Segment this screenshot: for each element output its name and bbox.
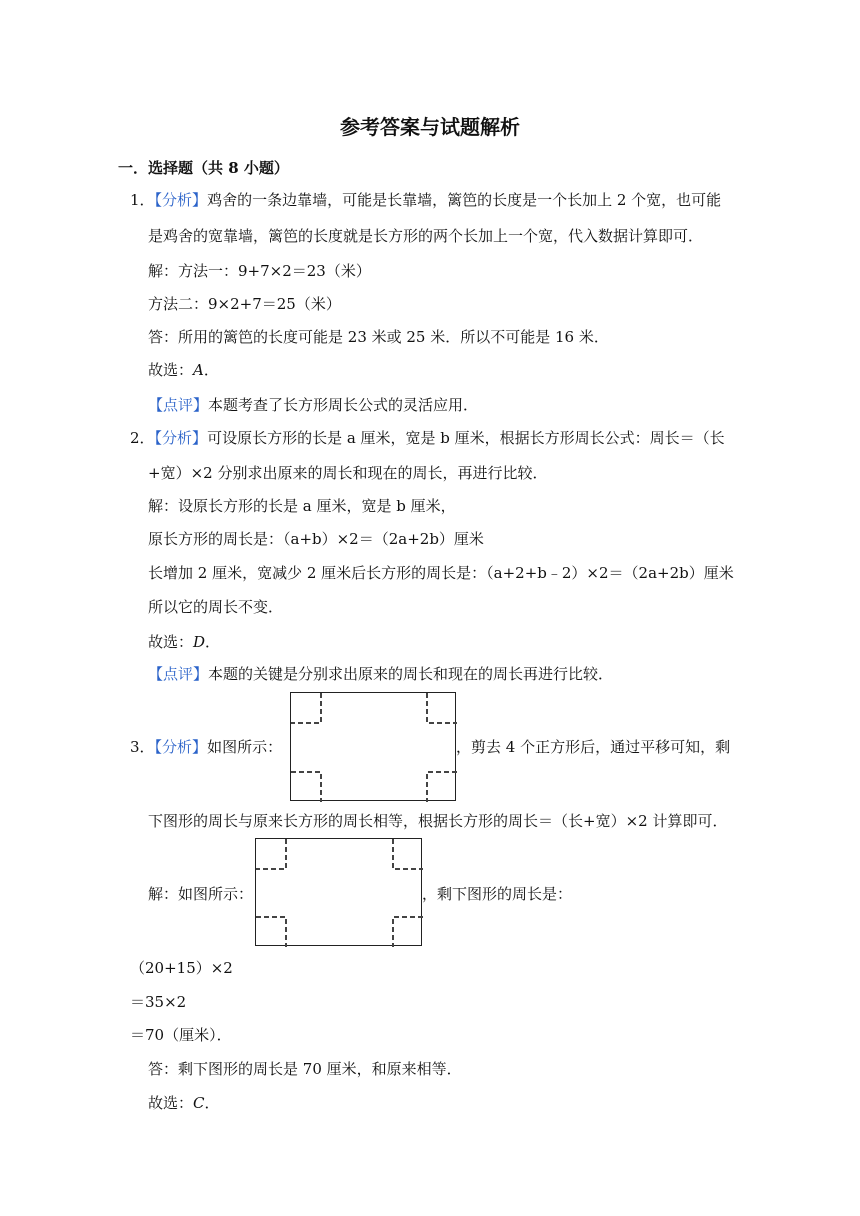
comment-text: 本题考查了长方形周长公式的灵活应用． [208, 396, 479, 414]
solution-line: 所以它的周长不变． [148, 598, 284, 616]
rectangle-cut-corners-figure [290, 692, 456, 801]
rectangle-cut-corners-figure [255, 838, 422, 946]
choice-prefix: 故选： [148, 361, 194, 379]
choice-letter: A [193, 361, 204, 379]
solution-line: 原长方形的周长是：（a+b）×2＝（2a+2b）厘米 [148, 530, 484, 548]
question-number: 2． [130, 429, 155, 447]
comment-text: 本题的关键是分别求出原来的周长和现在的周长再进行比较． [208, 665, 614, 683]
choice-line [148, 360, 219, 380]
section-heading: 一．选择题（共 8 小题） [118, 159, 289, 177]
choice-suffix: ． [204, 1094, 220, 1112]
solution-line: 解：方法一：9+7×2＝23（米） [148, 262, 371, 280]
choice-suffix: ． [205, 633, 221, 651]
comment-line [148, 664, 613, 684]
comment-line [148, 395, 478, 415]
solution-line: 方法二：9×2+7＝25（米） [148, 295, 341, 313]
analysis-text: +宽）×2 分别求出原来的周长和现在的周长，再进行比较． [148, 464, 548, 482]
solution-line: 长增加 2 厘米，宽减少 2 厘米后长方形的周长是：（a+2+b﹣2）×2＝（2a+2b）厘米 [148, 564, 734, 582]
solution-line: 解：设原长方形的长是 a 厘米，宽是 b 厘米， [148, 497, 456, 515]
calculation-line: ＝35×2 [130, 993, 187, 1011]
solution-line: ，剩下图形的周长是： [422, 885, 573, 903]
choice-suffix: ． [203, 361, 219, 379]
analysis-text: 可设原长方形的长是 a 厘米，宽是 b 厘米，根据长方形周长公式：周长＝（长 [207, 429, 725, 447]
choice-letter: D [193, 633, 206, 651]
comment-tag: 【点评】 [148, 396, 209, 414]
choice-letter: C [193, 1094, 205, 1112]
analysis-text: 鸡舍的一条边靠墙，可能是长靠墙，篱笆的长度是一个长加上 2 个宽，也可能 [207, 191, 722, 209]
question-2-line-1 [130, 428, 725, 448]
solution-line: 解：如图所示： [148, 885, 254, 903]
analysis-text: 是鸡舍的宽靠墙，篱笆的长度就是长方形的两个长加上一个宽，代入数据计算即可． [148, 227, 704, 245]
question-3-line-1-left [130, 737, 282, 757]
choice-prefix: 故选： [148, 1094, 194, 1112]
page-title: 参考答案与试题解析 [340, 115, 520, 139]
choice-line [148, 632, 220, 652]
answer-line: 答：所用的篱笆的长度可能是 23 米或 25 米．所以不可能是 16 米． [148, 328, 609, 346]
analysis-tag: 【分析】 [154, 738, 208, 756]
question-1-line-1 [130, 190, 721, 210]
analysis-tag: 【分析】 [154, 429, 208, 447]
comment-tag: 【点评】 [148, 665, 209, 683]
choice-line [148, 1093, 220, 1113]
analysis-text: ，剪去 4 个正方形后，通过平移可知，剩 [456, 738, 731, 756]
answer-line: 答：剩下图形的周长是 70 厘米，和原来相等． [148, 1060, 462, 1078]
calculation-line: ＝70（厘米）． [130, 1026, 232, 1044]
analysis-text: 如图所示： [207, 738, 283, 756]
analysis-text: 下图形的周长与原来长方形的周长相等，根据长方形的周长＝（长+宽）×2 计算即可． [148, 812, 728, 830]
analysis-tag: 【分析】 [154, 191, 208, 209]
calculation-line: （20+15）×2 [130, 959, 233, 977]
choice-prefix: 故选： [148, 633, 194, 651]
question-number: 3． [130, 738, 155, 756]
question-number: 1． [130, 191, 155, 209]
